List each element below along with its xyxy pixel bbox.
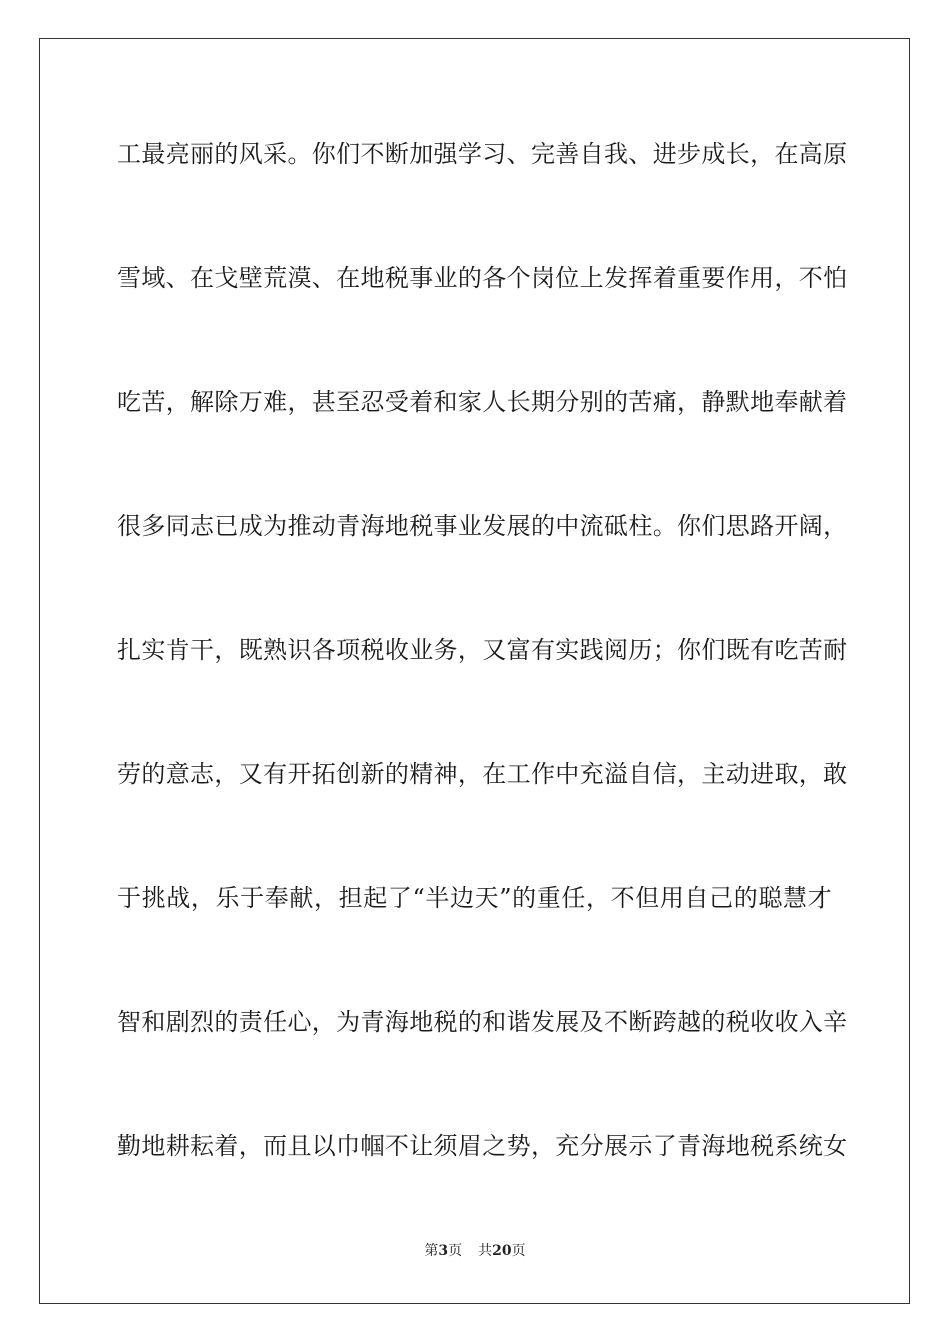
text-line-9: 勤地耕耘着，而且以巾帼不让须眉之势，充分展示了青海地税系统女 — [117, 1132, 848, 1160]
text-line-7: 于挑战，乐于奉献，担起了“半边天”的重任，不但用自己的聪慧才 — [117, 884, 832, 912]
page-footer — [0, 1241, 950, 1261]
text-line-5: 扎实肯干，既熟识各项税收业务，又富有实践阅历；你们既有吃苦耐 — [117, 636, 848, 664]
current-page-number: 3 — [438, 1243, 449, 1259]
page-suffix: 页 — [448, 1243, 463, 1259]
text-line-4: 很多同志已成为推动青海地税事业发展的中流砥柱。你们思路开阔， — [117, 512, 848, 540]
text-line-6: 劳的意志，又有开拓创新的精神，在工作中充溢自信，主动进取，敢 — [117, 760, 848, 788]
document-body — [117, 128, 848, 1244]
text-line-2: 雪域、在戈壁荒漠、在地税事业的各个岗位上发挥着重要作用，不怕 — [117, 264, 848, 292]
text-line-3: 吃苦，解除万难，甚至忍受着和家人长期分别的苦痛，静默地奉献着 — [117, 388, 848, 416]
text-line-8: 智和剧烈的责任心，为青海地税的和谐发展及不断跨越的税收收入辛 — [117, 1008, 848, 1036]
total-pages-number: 20 — [492, 1243, 512, 1259]
text-line-1: 工最亮丽的风采。你们不断加强学习、完善自我、进步成长，在高原 — [117, 140, 848, 168]
total-prefix: 共 — [478, 1243, 493, 1259]
total-suffix: 页 — [511, 1243, 526, 1259]
page-prefix: 第 — [424, 1243, 439, 1259]
